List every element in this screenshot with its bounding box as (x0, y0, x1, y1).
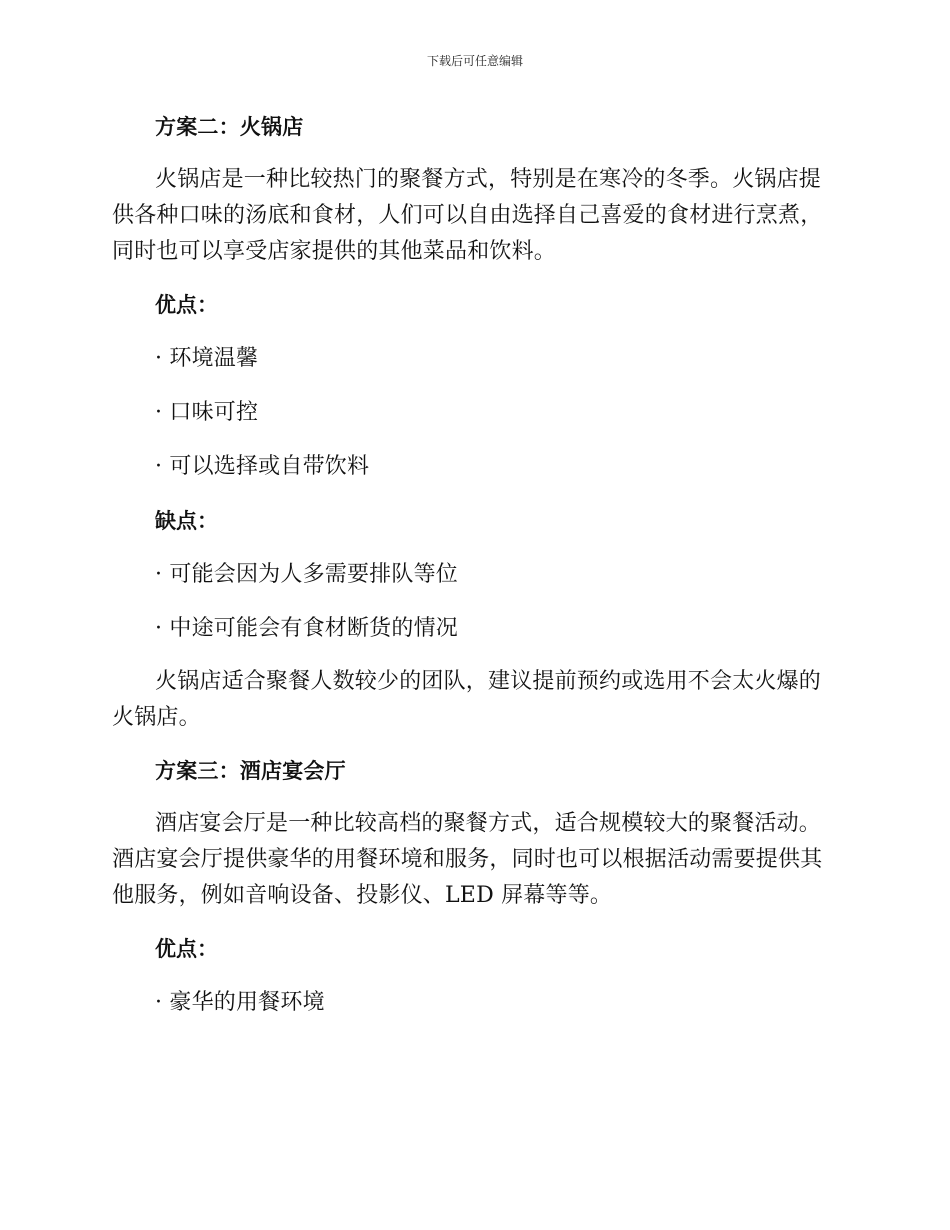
hotpot-con-item: · 中途可能会有食材断货的情况 (155, 616, 458, 641)
hotpot-intro-paragraph: 火锅店是一种比较热门的聚餐方式，特别是在寒冷的冬季。火锅店提供各种口味的汤底和食材，人们可以自由选择自己喜爱的食材进行烹煮，同时也可以享受店家提供的其他菜品和饮料。 (112, 167, 823, 264)
section-title-banquet: 方案三：酒店宴会厅 (155, 759, 346, 783)
banquet-intro-paragraph: 酒店宴会厅是一种比较高档的聚餐方式，适合规模较大的聚餐活动。酒店宴会厅提供豪华的用餐环境和服务，同时也可以根据活动需要提供其他服务，例如音响设备、投影仪、LED 屏幕等等。 (112, 811, 823, 908)
hotpot-cons-label: 缺点： (155, 509, 218, 533)
hotpot-pro-item: · 环境温馨 (155, 346, 259, 371)
hotpot-con-item: · 可能会因为人多需要排队等位 (155, 562, 458, 587)
hotpot-pro-item: · 可以选择或自带饮料 (155, 454, 370, 479)
banquet-pro-item: · 豪华的用餐环境 (155, 990, 325, 1015)
hotpot-summary-paragraph: 火锅店适合聚餐人数较少的团队，建议提前预约或选用不会太火爆的火锅店。 (112, 669, 822, 730)
hotpot-pros-label: 优点： (155, 293, 218, 317)
document-content (112, 108, 832, 1038)
banquet-pros-label: 优点： (155, 937, 218, 961)
section-title-hotpot: 方案二：火锅店 (155, 115, 304, 139)
hotpot-pro-item: · 口味可控 (155, 400, 259, 425)
page-header-note: 下载后可任意编辑 (426, 54, 523, 68)
